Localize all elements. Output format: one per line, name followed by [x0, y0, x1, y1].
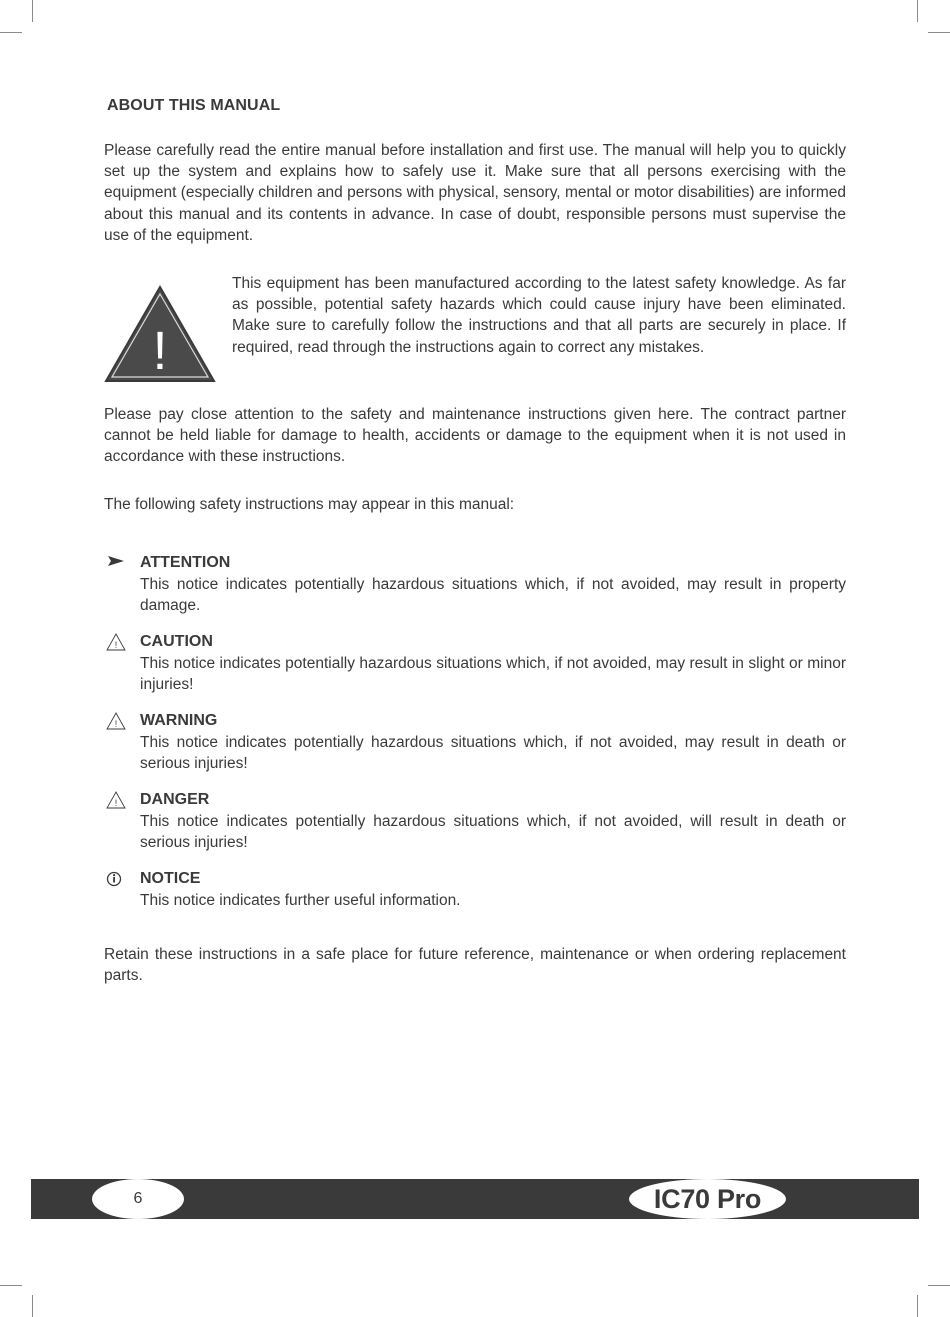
notice-text: This notice indicates potentially hazardous situations which, if not avoided, will result in death or serious injuries!	[140, 813, 846, 852]
safety-statement: This equipment has been manufactured according to the latest safety knowledge. As far as possible, potential safety hazards which could cause injury have been eliminated. Make sure to carefully follow the instructions and that all parts are securely in place. If required, read through the instructions again to correct any mistakes.	[232, 275, 846, 356]
model-name: IC70 Pro	[629, 1179, 786, 1219]
crop-mark	[917, 0, 918, 22]
notice-text: This notice indicates potentially hazardous situations which, if not avoided, may result in slight or minor injuries!	[140, 655, 846, 694]
warning-triangle-icon	[104, 789, 128, 809]
warning-triangle-icon	[104, 631, 128, 651]
notice-title: DANGER	[140, 791, 210, 808]
notice-title: ATTENTION	[140, 554, 231, 571]
notice-title: CAUTION	[140, 633, 213, 650]
crop-mark	[32, 1295, 33, 1317]
page-number: 6	[92, 1179, 184, 1219]
arrow-right-icon	[104, 552, 128, 572]
crop-mark	[928, 32, 950, 33]
svg-text:!: !	[114, 798, 118, 808]
svg-text:!: !	[114, 719, 118, 729]
notice-text: This notice indicates further useful information.	[140, 892, 461, 909]
notice-title: WARNING	[140, 712, 218, 729]
notice-text: This notice indicates potentially hazardous situations which, if not avoided, may result in death or serious injuries!	[140, 734, 846, 773]
svg-text:!: !	[114, 640, 118, 650]
crop-mark	[917, 1295, 918, 1317]
section-heading: ABOUT THIS MANUAL	[107, 97, 281, 114]
notice-text: This notice indicates potentially hazardous situations which, if not avoided, may result in property damage.	[140, 576, 846, 615]
info-icon	[104, 868, 128, 888]
closing-paragraph: Retain these instructions in a safe place for future reference, maintenance or when ordering replacement parts.	[104, 946, 846, 985]
crop-mark	[0, 32, 22, 33]
crop-mark	[928, 1285, 950, 1286]
list-intro: The following safety instructions may appear in this manual:	[104, 496, 515, 513]
intro-paragraph: Please carefully read the entire manual before installation and first use. The manual will help you to quickly set up the system and explains how to safely use it. Make sure that all persons exercising with the equipment (especially children and persons with physical, sensory, mental or motor disabilities) are informed about this manual and its contents in advance. In case of doubt, responsible persons must supervise the use of the equipment.	[104, 142, 846, 244]
liability-paragraph: Please pay close attention to the safety and maintenance instructions given here. The contract partner cannot be held liable for damage to health, accidents or damage to the equipment when it is not used in accordance with these instructions.	[104, 406, 846, 466]
crop-mark	[32, 0, 33, 22]
warning-triangle-icon	[104, 285, 216, 383]
warning-triangle-icon	[104, 710, 128, 730]
svg-text:!: !	[152, 321, 168, 381]
crop-mark	[0, 1285, 22, 1286]
notice-title: NOTICE	[140, 870, 201, 887]
